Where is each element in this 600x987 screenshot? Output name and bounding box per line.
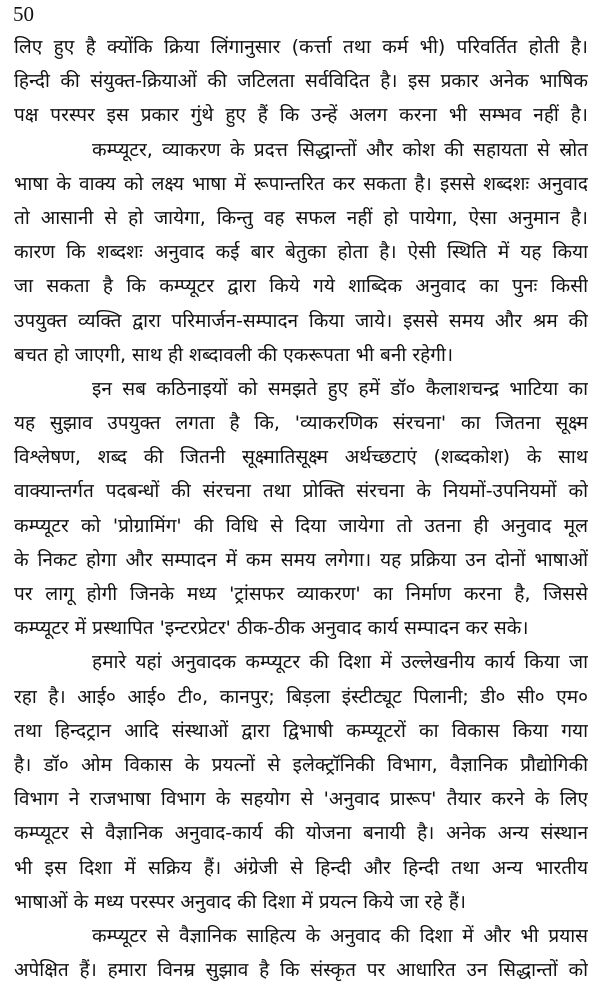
text-line: भाषा के वाक्य को लक्ष्य भाषा में रूपान्तरित कर सकता है। इससे शब्दशः अनुवाद (14, 172, 588, 195)
text-line: उपयुक्त व्यक्ति द्वारा परिमार्जन-सम्पादन किया जाये। इससे समय और श्रम की (14, 309, 588, 332)
paragraph (14, 645, 588, 919)
text-line: है। डॉ० ओम विकास के प्रयत्नों से इलेक्ट्रॉनिकी विभाग, वैज्ञानिक प्रौद्योगिकी (14, 753, 588, 776)
text-line: कम्प्यूटर में प्रस्थापित 'इन्टरप्रेटर' ठीक-ठीक अनुवाद कार्य सम्पादन कर सके। (14, 617, 529, 640)
text-line: विभाग ने राजभाषा विभाग के सहयोग से 'अनुवाद प्रारूप' तैयार करने के लिए (14, 788, 588, 811)
paragraph (14, 133, 588, 372)
text-line: तथा हिन्दट्रान आदि संस्थाओं द्वारा द्विभाषी कम्प्यूटरों का विकास किया गया (14, 719, 588, 742)
text-line: कम्प्यूटर से वैज्ञानिक साहित्य के अनुवाद की दिशा में और भी प्रयास (92, 924, 588, 947)
text-line: विश्लेषण, शब्द की जितनी सूक्ष्मातिसूक्ष्म अर्थच्छटाएं (शब्दकोश) के साथ (14, 446, 588, 469)
text-line: रहा है। आई० आई० टी०, कानपुर; बिड़ला इंस्टीट्यूट पिलानी; डी० सी० एम० (14, 685, 588, 708)
text-line: वाक्यान्तर्गत पदबन्धों की संरचना तथा प्रोक्ति संरचना के नियमों-उपनियमों को (14, 480, 588, 503)
text-line: भी इस दिशा में सक्रिय हैं। अंग्रेजी से हिन्दी और हिन्दी तथा अन्य भारतीय (14, 856, 588, 879)
text-line: यह सुझाव उपयुक्त लगता है कि, 'व्याकरणिक संरचना' का जितना सूक्ष्म (14, 412, 588, 435)
text-line: भाषाओं के मध्य परस्पर अनुवाद की दिशा में प्रयत्न किये जा रहे हैं। (14, 890, 466, 913)
paragraph (14, 30, 588, 133)
text-line: अपेक्षित हैं। हमारा विनम्र सुझाव है कि संस्कृत पर आधारित उन सिद्धान्तों को (14, 959, 588, 982)
text-line: हमारे यहां अनुवादक कम्प्यूटर की दिशा में उल्लेखनीय कार्य किया जा (92, 651, 588, 674)
paragraph (14, 372, 588, 646)
text-line: इन सब कठिनाइयों को समझते हुए हमें डॉ० कैलाशचन्द्र भाटिया का (92, 377, 588, 400)
text-line: के निकट होगा और सम्पादन में कम समय लगेगा। यह प्रक्रिया उन दोनों भाषाओं (14, 548, 588, 571)
text-line: कम्प्यूटर को 'प्रोग्रामिंग' की विधि से दिया जायेगा तो उतना ही अनुवाद मूल (14, 514, 588, 537)
text-line: कम्प्यूटर से वैज्ञानिक अनुवाद-कार्य की योजना बनायी है। अनेक अन्य संस्थान (14, 822, 588, 845)
paragraph (14, 919, 588, 987)
page-number: 50 (13, 2, 34, 26)
text-line: हिन्दी की संयुक्त-क्रियाओं की जटिलता सर्वविदित है। इस प्रकार अनेक भाषिक (14, 70, 588, 93)
text-line: पर लागू होगी जिनके मध्य 'ट्रांसफर व्याकरण' का निर्माण करना है, जिससे (14, 583, 588, 605)
text-line: लिए हुए है क्योंकि क्रिया लिंगानुसार (कर्त्ता तथा कर्म भी) परिवर्तित होती है। (14, 36, 588, 58)
text-line: कारण कि शब्दशः अनुवाद कई बार बेतुका होता है। ऐसी स्थिति में यह किया (14, 241, 588, 264)
text-line: पक्ष परस्पर इस प्रकार गुंथे हुए हैं कि उन्हें अलग करना भी सम्भव नहीं है। (14, 104, 588, 127)
text-line: बचत हो जाएगी, साथ ही शब्दावली की एकरूपता भी बनी रहेगी। (14, 343, 454, 366)
text-line: कम्प्यूटर, व्याकरण के प्रदत्त सिद्धान्तों और कोश की सहायता से स्रोत (92, 138, 588, 161)
body-text (14, 30, 588, 987)
text-line: तो आसानी से हो जायेगा, किन्तु वह सफल नहीं हो पायेगा, ऐसा अनुमान है। (14, 206, 588, 229)
text-line: जा सकता है कि कम्प्यूटर द्वारा किये गये शाब्दिक अनुवाद का पुनः किसी (14, 275, 588, 298)
